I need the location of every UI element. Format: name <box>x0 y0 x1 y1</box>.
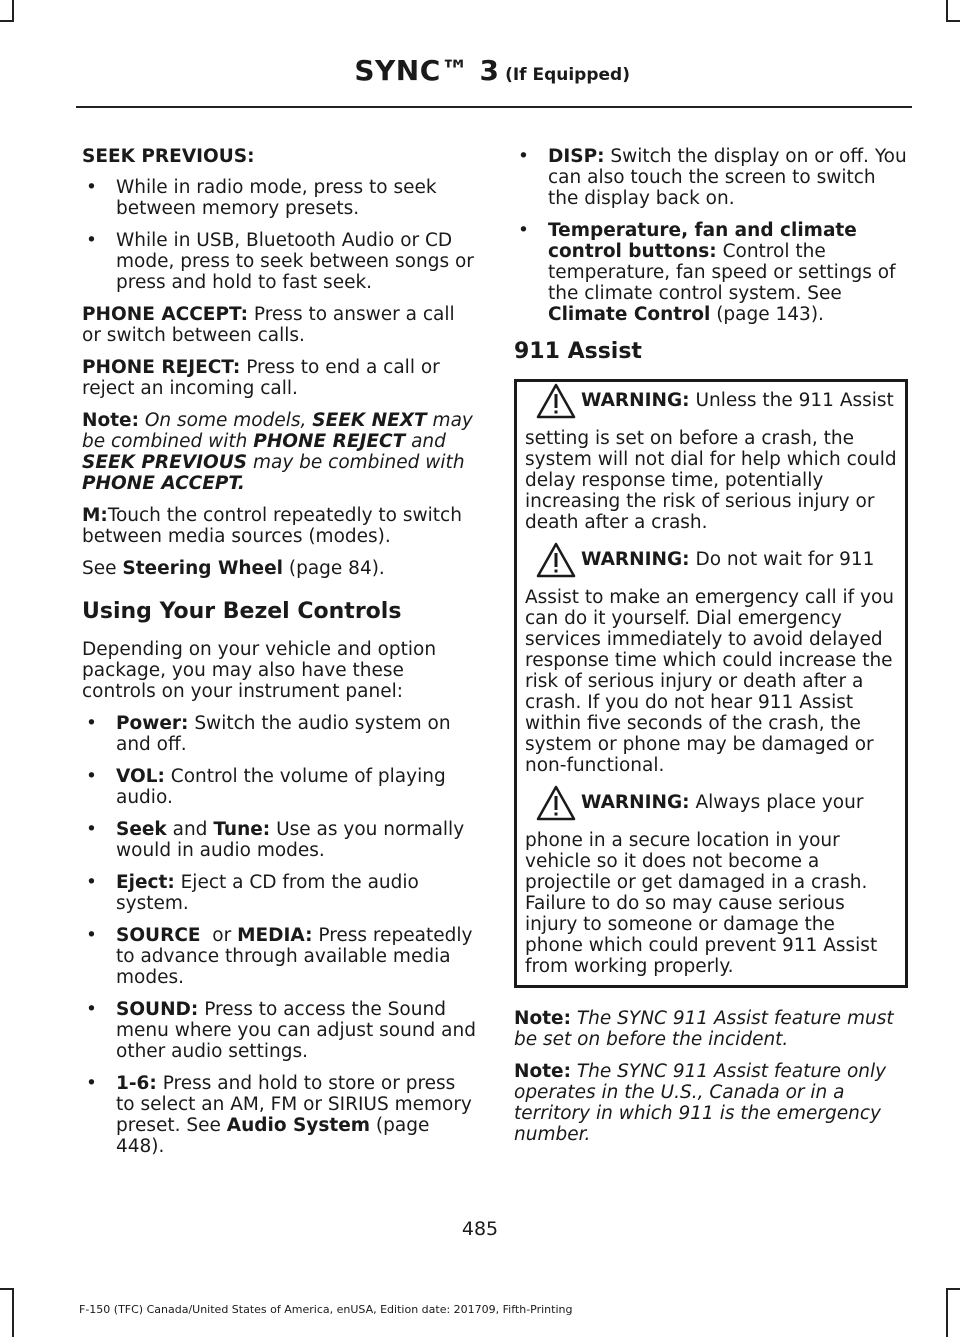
crop-mark <box>0 1288 14 1290</box>
crop-mark <box>946 0 948 22</box>
list-item <box>82 766 477 808</box>
bezel-heading: Using Your Bezel Controls <box>82 599 402 624</box>
steering-wheel-link[interactable]: Steering Wheel <box>122 558 283 579</box>
note-label: Note: <box>514 1008 571 1029</box>
warning-text: phone in a secure location in your vehicle so it does not become a projectile or get damaged in a crash. Failure to do so may cause serious injury to someone or damage the phone which could prevent 911 Assist from working properly. <box>525 830 878 977</box>
note-text: may be combined with <box>247 452 465 473</box>
note-text: and <box>405 431 446 452</box>
warning-item <box>525 390 897 533</box>
bezel-list <box>82 713 477 1157</box>
note-term: PHONE REJECT <box>253 431 406 452</box>
warning-triangle-icon <box>535 784 577 822</box>
header-rule <box>76 106 912 108</box>
sound-text: Press to access the Sound menu where you can adjust sound and other audio settings. <box>116 999 476 1062</box>
phone-reject-text: Press to end a call or reject an incoming call. <box>82 357 440 399</box>
warning-first-line <box>525 390 897 428</box>
crop-mark <box>12 0 14 22</box>
assist-heading: 911 Assist <box>514 339 642 364</box>
warning-text: Always place your <box>689 792 864 813</box>
page-ref: (page 143). <box>710 304 824 325</box>
list-item: • While in USB, Bluetooth Audio or CD mode, press to seek between songs or press and hold to fast seek. <box>82 230 477 293</box>
left-column <box>82 146 477 1168</box>
list-item <box>82 925 477 988</box>
note-term: PHONE ACCEPT. <box>82 473 245 494</box>
note-label: Note: <box>82 410 139 431</box>
source-label: SOURCE <box>116 925 201 946</box>
m-text: Touch the control repeatedly to switch between media sources (modes). <box>82 505 462 547</box>
note-text: On some models, <box>138 410 313 431</box>
page-ref: (page 448). <box>116 1115 430 1157</box>
seek-label: Seek <box>116 819 167 840</box>
warning-first-line <box>525 792 897 830</box>
warning-item <box>525 792 897 977</box>
warning-box <box>514 379 908 988</box>
crop-mark <box>0 20 14 22</box>
note-label: Note: <box>514 1061 571 1082</box>
warning-text: Assist to make an emergency call if you can do it yourself. Dial emergency services immediately to avoid delayed response time which could increase the risk of serious injury or death after a crash. If you do not hear 911 Assist within five seconds of the crash, the system or phone may be damaged or non-functional. <box>525 587 895 776</box>
page-number: 485 <box>461 1218 499 1240</box>
note-text: The SYNC 911 Assist feature only operates in the U.S., Canada or in a territory in which 911 is the emergency number. <box>514 1061 887 1145</box>
crop-mark <box>946 1288 960 1290</box>
note-paragraph <box>514 1008 908 1050</box>
temp-label: Temperature, fan and climate control buttons: <box>548 220 857 262</box>
source-text: Press repeatedly to advance through available media modes. <box>116 925 473 988</box>
media-label: MEDIA: <box>237 925 313 946</box>
list-item <box>82 713 477 755</box>
crop-mark <box>946 1288 948 1337</box>
m-paragraph <box>82 505 477 547</box>
or-text: or <box>200 925 238 946</box>
warning-text: Unless the 911 Assist <box>689 390 894 411</box>
bezel-intro: Depending on your vehicle and option package, you may also have these controls on your instrument panel: <box>82 639 437 702</box>
footer-text: F-150 (TFC) Canada/United States of America, enUSA, Edition date: 201709, Fifth-Printing <box>79 1303 573 1316</box>
phone-reject-label: PHONE REJECT: <box>82 357 241 378</box>
eject-text: Eject a CD from the audio system. <box>116 872 419 914</box>
phone-accept-label: PHONE ACCEPT: <box>82 304 249 325</box>
list-item <box>82 1073 477 1157</box>
page-header <box>354 54 630 87</box>
climate-control-link[interactable]: Climate Control <box>548 304 711 325</box>
vol-label: VOL: <box>116 766 165 787</box>
seektune-text: Use as you normally would in audio modes. <box>116 819 465 861</box>
temp-text: Control the temperature, fan speed or settings of the climate control system. See <box>548 241 896 304</box>
note-paragraph <box>82 410 477 494</box>
note-term: SEEK NEXT <box>312 410 427 431</box>
warning-item <box>525 549 897 776</box>
list-item <box>82 999 477 1062</box>
note-text: The SYNC 911 Assist feature must be set on before the incident. <box>514 1008 894 1050</box>
warning-text: setting is set on before a crash, the system will not dial for help which could delay response time, potentially increasing the risk of serious injury or death after a crash. <box>525 428 897 533</box>
and-text: and <box>166 819 214 840</box>
list-item <box>82 819 477 861</box>
disp-label: DISP: <box>548 146 605 167</box>
crop-mark <box>946 20 960 22</box>
power-label: Power: <box>116 713 189 734</box>
page-ref: (page 84). <box>282 558 385 579</box>
seek-previous-list <box>82 177 477 293</box>
warning-triangle-icon <box>535 382 577 420</box>
note-text: may be combined with <box>82 410 473 452</box>
right-column <box>514 146 908 1156</box>
eject-label: Eject: <box>116 872 175 893</box>
warning-text: Do not wait for 911 <box>689 549 875 570</box>
phone-accept-paragraph <box>82 304 477 346</box>
header-subtitle: (If Equipped) <box>505 65 630 85</box>
crop-mark <box>12 1288 14 1337</box>
vol-text: Control the volume of playing audio. <box>116 766 446 808</box>
phone-accept-text: Press to answer a call or switch between calls. <box>82 304 455 346</box>
warning-label: WARNING: <box>581 549 690 570</box>
tune-label: Tune: <box>213 819 271 840</box>
presets-text: Press and hold to store or press to select an AM, FM or SIRIUS memory preset. See <box>116 1073 472 1136</box>
right-list <box>514 146 908 325</box>
warning-first-line <box>525 549 897 587</box>
list-item <box>514 220 908 325</box>
header-title: SYNC™ 3 <box>354 54 500 87</box>
m-label: M: <box>82 505 108 526</box>
warning-triangle-icon <box>535 541 577 579</box>
note-paragraph <box>514 1061 908 1145</box>
list-item: • While in radio mode, press to seek between memory presets. <box>82 177 477 219</box>
warning-label: WARNING: <box>581 792 690 813</box>
list-item <box>514 146 908 209</box>
power-text: Switch the audio system on and off. <box>116 713 451 755</box>
phone-reject-paragraph <box>82 357 477 399</box>
note-term: SEEK PREVIOUS <box>82 452 248 473</box>
seek-previous-label: SEEK PREVIOUS: <box>82 146 255 167</box>
list-item <box>82 872 477 914</box>
disp-text: Switch the display on or off. You can also touch the screen to switch the display back on. <box>548 146 907 209</box>
see-text: See <box>82 558 123 579</box>
audio-system-link[interactable]: Audio System <box>226 1115 371 1136</box>
presets-label: 1-6: <box>116 1073 157 1094</box>
warning-label: WARNING: <box>581 390 690 411</box>
sound-label: SOUND: <box>116 999 199 1020</box>
see-paragraph <box>82 558 477 579</box>
